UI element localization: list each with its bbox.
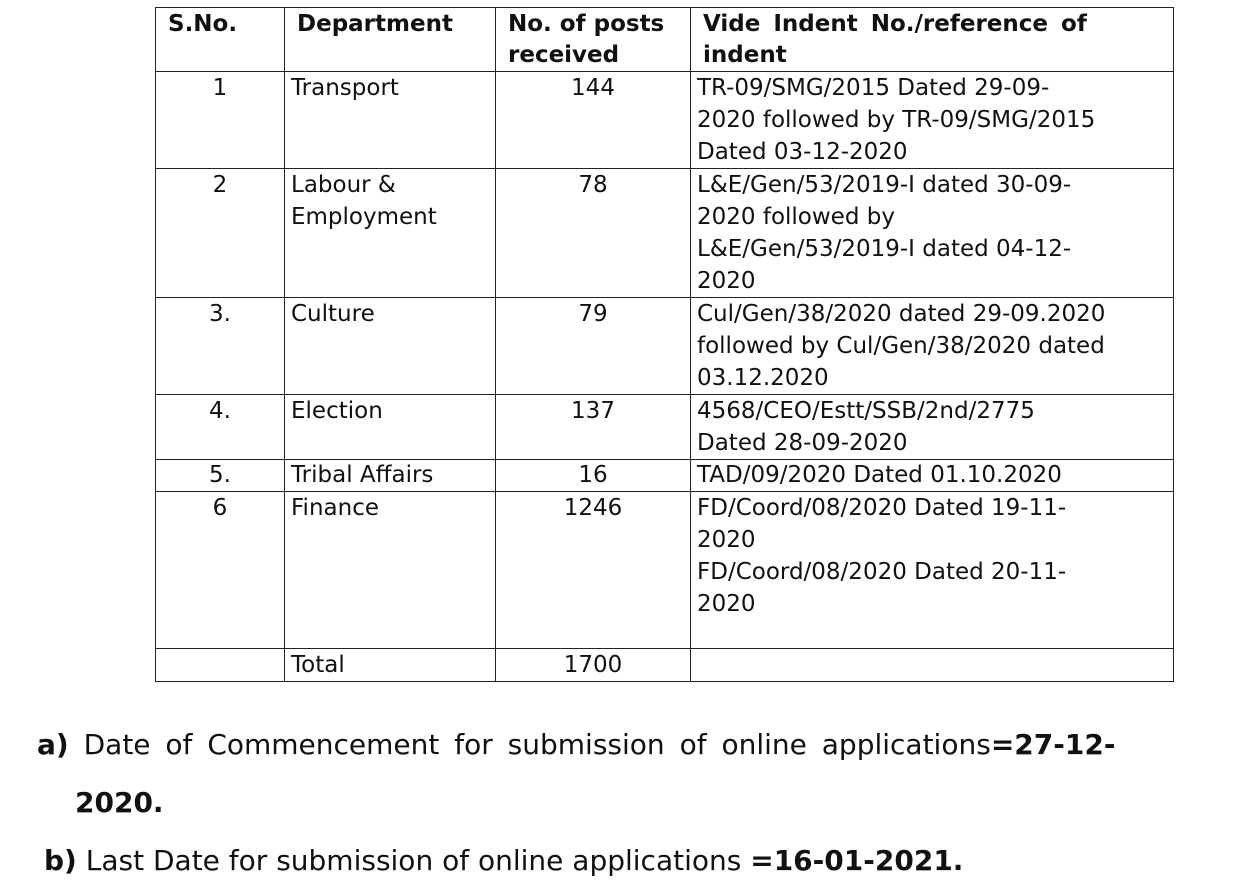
header-posts-line2: received <box>508 42 620 68</box>
indent-line: TAD/09/2020 Dated 01.10.2020 <box>697 462 1062 488</box>
cell-total-label: Total <box>285 649 496 682</box>
cell-posts: 1246 <box>496 492 691 649</box>
header-indent-line2: indent <box>703 42 787 68</box>
table-row <box>156 72 1174 169</box>
note-a-text: Date of Commencement for submission of online applications <box>68 728 991 761</box>
header-sno: S.No. <box>156 8 285 72</box>
department-line: Employment <box>291 204 437 230</box>
indent-line: 2020 <box>697 591 756 617</box>
cell-total-posts: 1700 <box>496 649 691 682</box>
department-line: Election <box>291 398 383 424</box>
indent-line: L&E/Gen/53/2019-I dated 04-12- <box>697 236 1072 262</box>
note-commencement-date <box>37 727 1115 763</box>
note-a-value: =27-12- <box>990 728 1116 761</box>
table-row <box>156 492 1174 649</box>
department-line: Labour & <box>291 172 396 198</box>
cell-department <box>285 72 496 169</box>
header-posts-line1: No. of posts <box>508 11 665 37</box>
header-indent-line1: Vide Indent No./reference of <box>703 11 1087 37</box>
indent-line: followed by Cul/Gen/38/2020 dated <box>697 333 1105 359</box>
note-a-marker: a) <box>37 728 69 761</box>
indent-line: 2020 <box>697 527 756 553</box>
indent-line: Dated 03-12-2020 <box>697 139 908 165</box>
cell-posts: 137 <box>496 395 691 460</box>
cell-department <box>285 169 496 298</box>
indent-line: 2020 followed by <box>697 204 895 230</box>
department-line: Tribal Affairs <box>291 462 434 488</box>
cell-indent <box>691 395 1174 460</box>
indent-line: 4568/CEO/Estt/SSB/2nd/2775 <box>697 398 1035 424</box>
cell-posts: 16 <box>496 460 691 492</box>
header-posts <box>496 8 691 72</box>
note-b-marker: b) <box>44 844 77 877</box>
cell-sno: 6 <box>156 492 285 649</box>
note-b-text: Last Date for submission of online applications <box>76 844 751 877</box>
header-department: Department <box>285 8 496 72</box>
cell-indent <box>691 298 1174 395</box>
indent-line: 2020 <box>697 268 756 294</box>
cell-department <box>285 298 496 395</box>
indent-line: Cul/Gen/38/2020 dated 29-09.2020 <box>697 301 1106 327</box>
cell-sno: 3. <box>156 298 285 395</box>
table-row <box>156 395 1174 460</box>
header-indent <box>691 8 1174 72</box>
cell-sno: 5. <box>156 460 285 492</box>
cell-department <box>285 460 496 492</box>
cell-posts: 78 <box>496 169 691 298</box>
posts-table <box>155 7 1174 682</box>
cell-sno: 4. <box>156 395 285 460</box>
cell-sno: 2 <box>156 169 285 298</box>
note-commencement-date-continued <box>75 785 164 821</box>
cell-indent <box>691 72 1174 169</box>
table-row <box>156 169 1174 298</box>
department-line: Finance <box>291 495 379 521</box>
department-line: Culture <box>291 301 375 327</box>
indent-line: FD/Coord/08/2020 Dated 20-11- <box>697 559 1067 585</box>
cell-indent <box>691 460 1174 492</box>
table-row <box>156 298 1174 395</box>
indent-line: FD/Coord/08/2020 Dated 19-11- <box>697 495 1067 521</box>
indent-line: L&E/Gen/53/2019-I dated 30-09- <box>697 172 1072 198</box>
note-last-date <box>44 843 963 879</box>
indent-line: Dated 28-09-2020 <box>697 430 908 456</box>
cell-posts: 144 <box>496 72 691 169</box>
indent-line: TR-09/SMG/2015 Dated 29-09- <box>697 75 1050 101</box>
cell-indent-empty <box>691 649 1174 682</box>
cell-indent <box>691 169 1174 298</box>
cell-sno: 1 <box>156 72 285 169</box>
indent-line: 2020 followed by TR-09/SMG/2015 <box>697 107 1096 133</box>
table-total-row <box>156 649 1174 682</box>
indent-line: 03.12.2020 <box>697 365 829 391</box>
table-header-row <box>156 8 1174 72</box>
department-line: Transport <box>291 75 399 101</box>
cell-indent <box>691 492 1174 649</box>
table-row <box>156 460 1174 492</box>
cell-posts: 79 <box>496 298 691 395</box>
cell-sno-empty <box>156 649 285 682</box>
note-b-value: =16-01-2021. <box>750 844 964 877</box>
cell-department <box>285 395 496 460</box>
cell-department <box>285 492 496 649</box>
note-a-value-line2: 2020. <box>75 786 164 819</box>
